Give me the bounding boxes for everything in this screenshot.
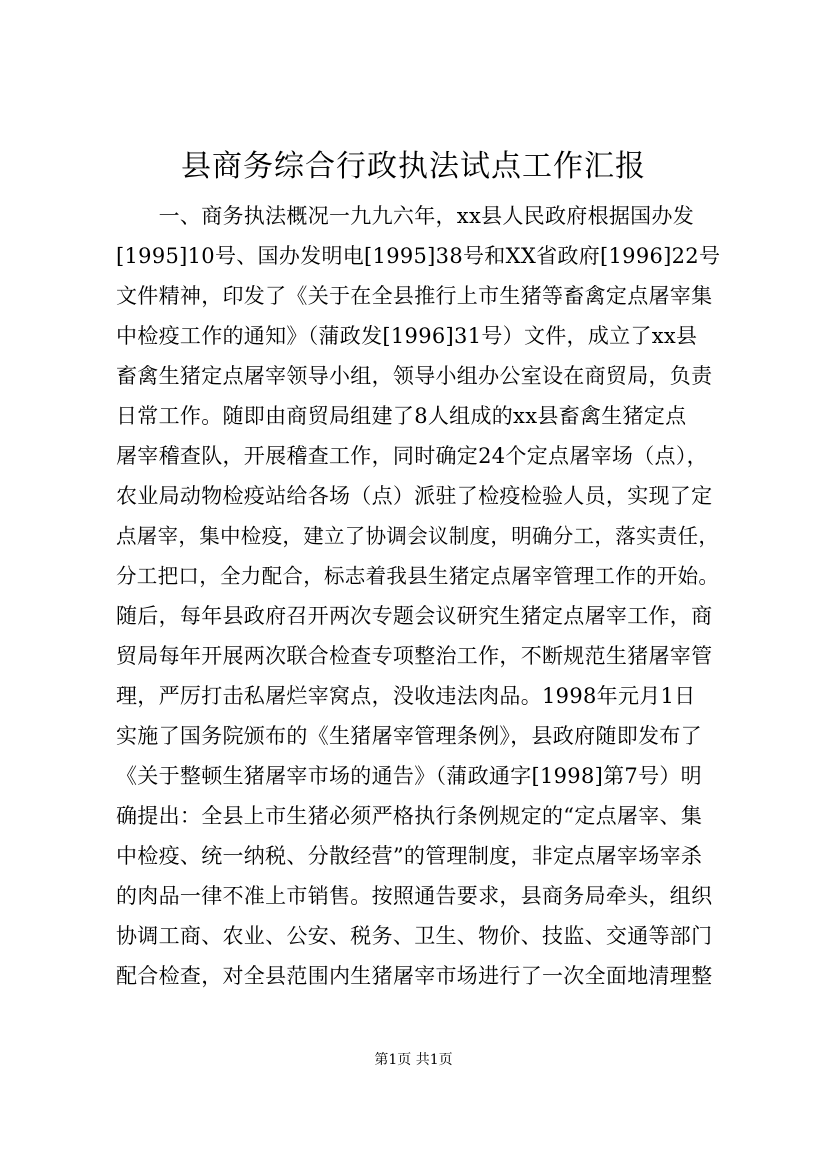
body-line: 《关于整顿生猪屠宰市场的通告》（蒲政通字[1998]第7号）明 bbox=[116, 764, 702, 788]
body-line: 实施了国务院颁布的《生猪屠宰管理条例》，县政府随即发布了 bbox=[116, 724, 702, 748]
body-line: 中检疫工作的通知》（蒲政发[1996]31号）文件，成立了xx县 bbox=[116, 324, 698, 348]
body-line: 的肉品一律不准上市销售。按照通告要求，县商务局牵头，组织 bbox=[116, 884, 713, 908]
body-line: 确提出：全县上市生猪必须严格执行条例规定的“定点屠宰、集 bbox=[116, 804, 703, 828]
page-footer: 第1页 共1页 bbox=[374, 1052, 453, 1068]
document-title: 县商务综合行政执法试点工作汇报 bbox=[181, 149, 646, 184]
body-line: 文件精神，印发了《关于在全县推行上市生猪等畜禽定点屠宰集 bbox=[116, 284, 713, 308]
body-line: 农业局动物检疫站给各场（点）派驻了检疫检验人员，实现了定 bbox=[116, 484, 713, 508]
body-line: 日常工作。随即由商贸局组建了8人组成的xx县畜禽生猪定点 bbox=[116, 404, 687, 428]
body-line: 分工把口，全力配合，标志着我县生猪定点屠宰管理工作的开始。 bbox=[116, 564, 720, 588]
body-line: 理，严厉打击私屠烂宰窝点，没收违法肉品。1998年元月1日 bbox=[116, 684, 696, 708]
body-line: 随后，每年县政府召开两次专题会议研究生猪定点屠宰工作，商 bbox=[116, 604, 713, 628]
body-line: 屠宰稽查队，开展稽查工作，同时确定24个定点屠宰场（点）， bbox=[116, 444, 708, 468]
body-line: 点屠宰，集中检疫，建立了协调会议制度，明确分工，落实责任， bbox=[116, 524, 720, 548]
body-line: 一、商务执法概况一九九六年，xx县人民政府根据国办发 bbox=[116, 204, 695, 228]
body-line: 配合检查，对全县范围内生猪屠宰市场进行了一次全面地清理整 bbox=[116, 964, 713, 988]
body-line: 中检疫、统一纳税、分散经营”的管理制度，非定点屠宰场宰杀 bbox=[116, 844, 703, 868]
body-line: 畜禽生猪定点屠宰领导小组，领导小组办公室设在商贸局，负责 bbox=[116, 364, 713, 388]
body-line: [1995]10号、国办发明电[1995]38号和XX省政府[1996]22号 bbox=[116, 244, 721, 268]
body-line: 协调工商、农业、公安、税务、卫生、物价、技监、交通等部门 bbox=[116, 924, 713, 948]
document-body bbox=[116, 196, 728, 996]
body-line: 贸局每年开展两次联合检查专项整治工作，不断规范生猪屠宰管 bbox=[116, 644, 713, 668]
